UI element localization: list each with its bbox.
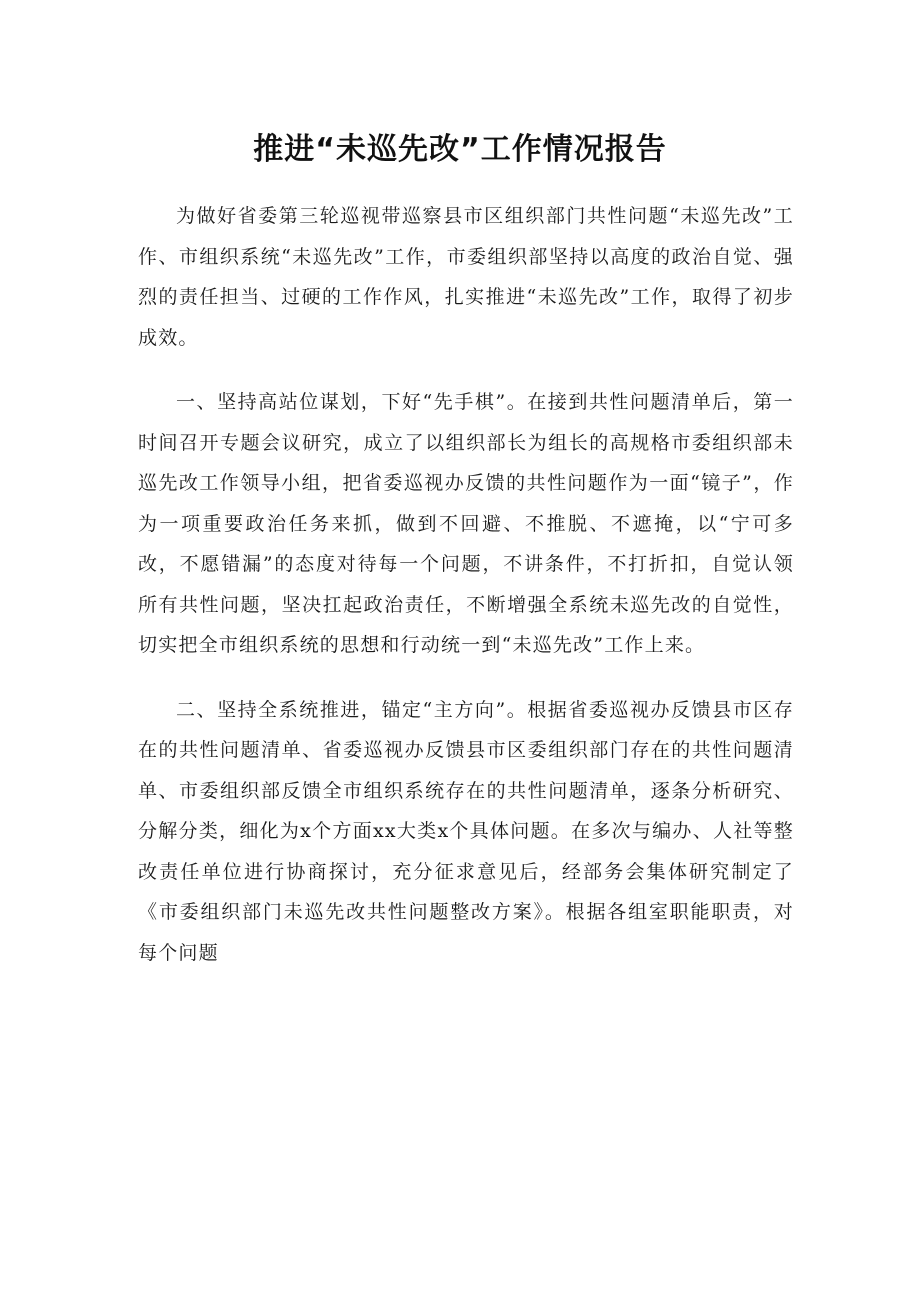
- document-title: 推进“未巡先改”工作情况报告: [253, 132, 667, 167]
- paragraph-section-2: 二、坚持全系统推进，锚定“主方向”。根据省委巡视办反馈县市区存在的共性问题清单、省委巡视办反馈县市区委组织部门存在的共性问题清单、市委组织部反馈全市组织系统存在的共性问题清单，逐条分析研究、分解分类，细化为x个方面xx大类x个具体问题。在多次与编办、人社等整改责任单位进行协商探讨，充分征求意见后，经部务会集体研究制定了《市委组织部门未巡先改共性问题整改方案》。根据各组室职能职责，对每个问题: [138, 698, 794, 964]
- paragraph-section-1: 一、坚持高站位谋划，下好“先手棋”。在接到共性问题清单后，第一时间召开专题会议研究，成立了以组织部长为组长的高规格市委组织部未巡先改工作领导小组，把省委巡视办反馈的共性问题作为一面“镜子”，作为一项重要政治任务来抓，做到不回避、不推脱、不遮掩，以“宁可多改，不愿错漏”的态度对待每一个问题，不讲条件，不打折扣，自觉认领所有共性问题，坚决扛起政治责任，不断增强全系统未巡先改的自觉性，切实把全市组织系统的思想和行动统一到“未巡先改”工作上来。: [138, 391, 794, 656]
- paragraph-intro: 为做好省委第三轮巡视带巡察县市区组织部门共性问题“未巡先改”工作、市组织系统“未巡先改”工作，市委组织部坚持以高度的政治自觉、强烈的责任担当、过硬的工作作风，扎实推进“未巡先改”工作，取得了初步成效。: [138, 205, 794, 349]
- document-body: [138, 196, 794, 997]
